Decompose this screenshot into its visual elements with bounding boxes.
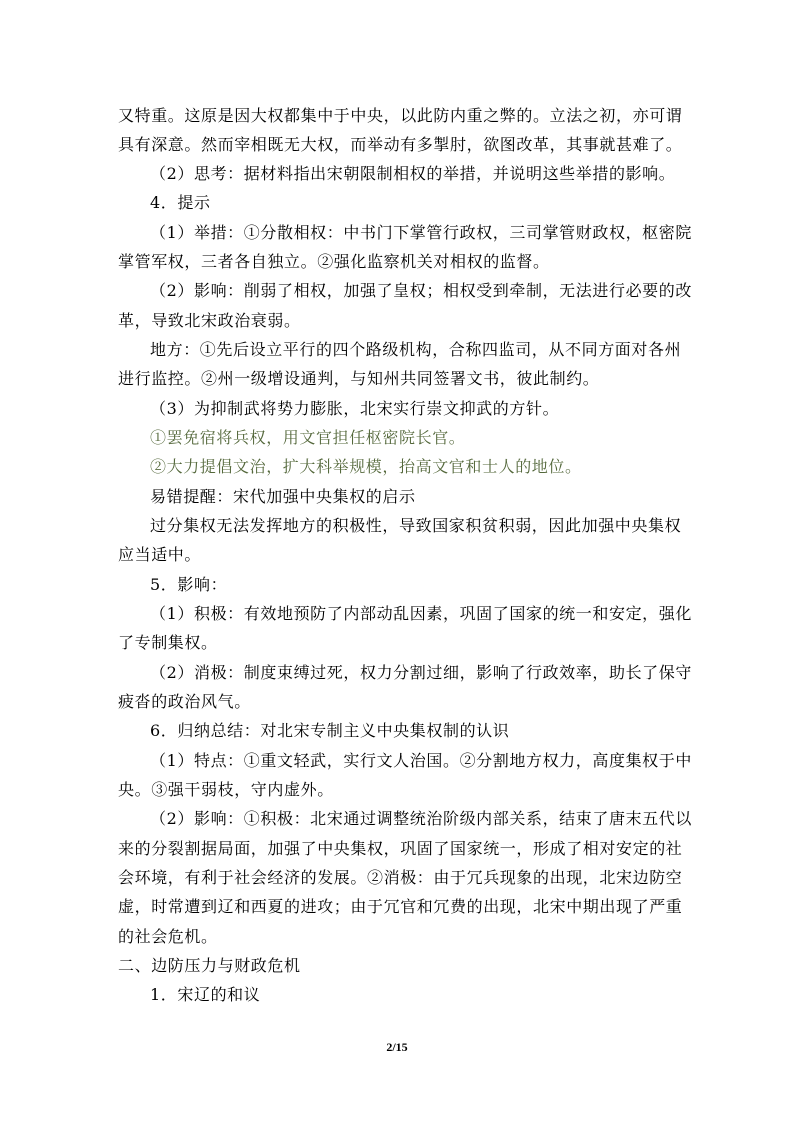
text-line: 进行监控。②州一级增设通判，与知州共同签署文书，彼此制约。 <box>118 369 600 388</box>
text-line: 革，导致北宋政治衰弱。 <box>118 311 301 330</box>
text-line-highlight: ①罢免宿将兵权，用文官担任枢密院长官。 <box>150 428 466 447</box>
text-line: 了专制集权。 <box>118 633 218 652</box>
text-line: （3）为抑制武将势力膨胀，北宋实行崇文抑武的方针。 <box>150 399 560 418</box>
text-line: 具有深意。然而宰相既无大权，而举动有多掣肘，欲图改革，其事就甚难了。 <box>118 135 683 154</box>
text-line: 应当适中。 <box>118 545 202 564</box>
text-line: 央。③强干弱枝，守内虚外。 <box>118 780 334 799</box>
text-line: （1）积极：有效地预防了内部动乱因素，巩固了国家的统一和安定，强化 <box>150 604 692 623</box>
text-line: 来的分裂割据局面，加强了中央集权，巩固了国家统一，形成了相对安定的社 <box>118 839 683 858</box>
section-heading: 5．影响： <box>150 575 228 594</box>
text-line: （1）特点：①重文轻武，实行文人治国。②分割地方权力，高度集权于中 <box>150 751 692 770</box>
text-line: 虚，时常遭到辽和西夏的进攻；由于冗官和冗费的出现，北宋中期出现了严重 <box>118 897 683 916</box>
text-line: （1）举措：①分散相权：中书门下掌管行政权，三司掌管财政权，枢密院 <box>150 223 692 242</box>
text-line: 的社会危机。 <box>118 927 218 946</box>
chapter-heading: 二、边防压力与财政危机 <box>118 956 301 975</box>
section-heading: 1．宋辽的和议 <box>150 985 261 1004</box>
text-line-highlight: ②大力提倡文治，扩大科举规模，抬高文官和士人的地位。 <box>150 457 582 476</box>
text-line: 地方：①先后设立平行的四个路级机构，合称四监司，从不同方面对各州 <box>150 340 682 359</box>
section-heading: 4．提示 <box>150 193 211 212</box>
text-line: （2）消极：制度束缚过死，权力分割过细，影响了行政效率，助长了保守 <box>150 663 692 682</box>
text-line: 会环境，有利于社会经济的发展。②消极：由于冗兵现象的出现，北宋边防空 <box>118 868 683 887</box>
text-line: （2）影响：①积极：北宋通过调整统治阶级内部关系，结束了唐末五代以 <box>150 809 692 828</box>
text-line: 过分集权无法发挥地方的积极性，导致国家积贫积弱，因此加强中央集权 <box>150 516 682 535</box>
text-line: （2）影响：削弱了相权，加强了皇权；相权受到牵制，无法进行必要的改 <box>150 281 692 300</box>
tip-heading: 易错提醒：宋代加强中央集权的启示 <box>150 487 416 506</box>
text-line: 又特重。这原是因大权都集中于中央，以此防内重之弊的。立法之初，亦可谓 <box>118 106 683 125</box>
text-line: （2）思考：据材料指出宋朝限制相权的举措，并说明这些举措的影响。 <box>150 164 676 183</box>
section-heading: 6．归纳总结：对北宋专制主义中央集权制的认识 <box>150 721 510 740</box>
text-line: 掌管军权，三者各自独立。②强化监察机关对相权的监督。 <box>118 252 550 271</box>
page-number: 2/15 <box>386 1040 408 1054</box>
text-line: 疲沓的政治风气。 <box>118 692 251 711</box>
